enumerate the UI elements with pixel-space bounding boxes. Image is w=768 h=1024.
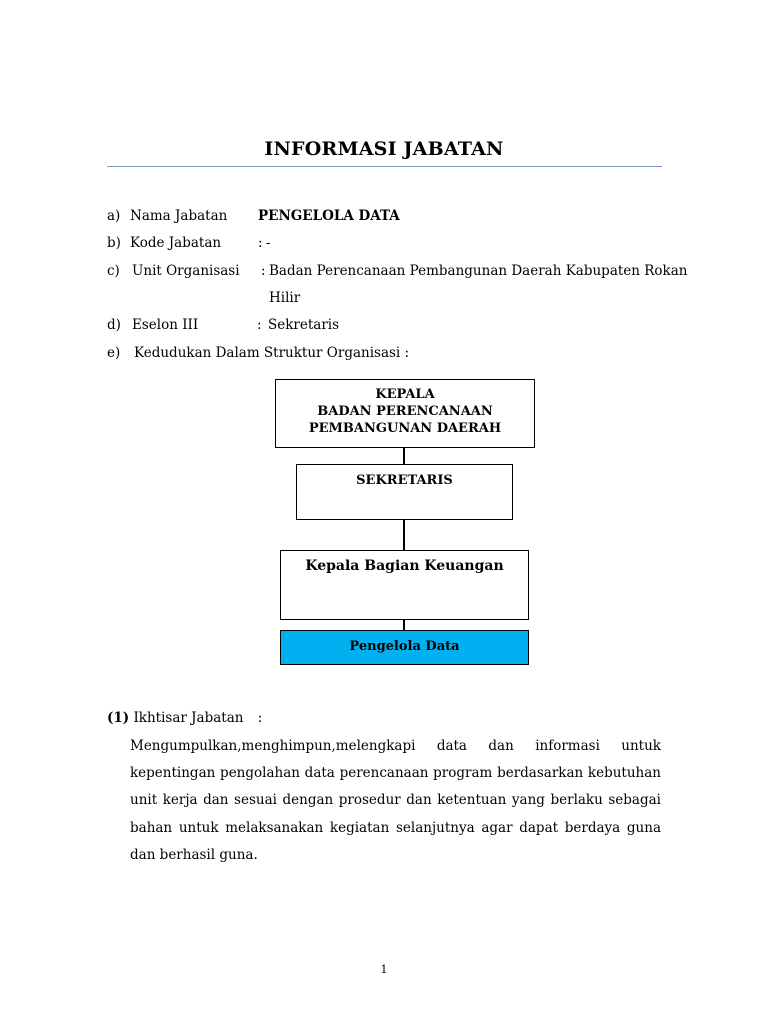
info-label: Eselon III — [132, 317, 199, 333]
info-row-kedudukan — [107, 344, 667, 362]
info-label: Unit Organisasi — [132, 263, 240, 279]
org-connector — [403, 620, 405, 630]
org-box-sekretaris — [296, 464, 513, 520]
info-marker: e) — [107, 345, 121, 361]
org-box-kepala-line-3: PEMBANGUNAN DAERAH — [308, 421, 502, 436]
info-marker: c) — [107, 263, 120, 279]
org-box-sekretaris-label: SEKRETARIS — [356, 473, 453, 488]
page-title: INFORMASI JABATAN — [264, 138, 504, 160]
org-box-kepala-line-2: BADAN PERENCANAAN — [317, 404, 493, 419]
info-label: Nama Jabatan — [130, 208, 228, 224]
info-label: Kedudukan Dalam Struktur Organisasi : — [134, 345, 410, 361]
page-number: 1 — [380, 963, 388, 976]
info-value: Sekretaris — [268, 317, 340, 333]
info-row-kode-jabatan — [107, 234, 667, 252]
info-marker: a) — [107, 208, 121, 224]
info-label: Kode Jabatan — [130, 235, 222, 251]
info-marker: d) — [107, 317, 121, 333]
info-row-unit-organisasi — [107, 262, 688, 308]
info-row-eselon — [107, 316, 667, 334]
org-box-kabag-label: Kepala Bagian Keuangan — [305, 558, 504, 574]
ikhtisar-body: Mengumpulkan,menghimpun,melengkapi data dan informasi untuk kepentingan pengolahan data perencanaan program berdasarkan kebutuhan unit kerja dan sesuai dengan prosedur dan ketentuan yang berlaku sebagai bahan untuk melaksanakan kegiatan selanjutnya agar dapat berdaya guna dan berhasil guna. — [130, 738, 661, 863]
info-marker: b) — [107, 235, 121, 251]
info-separator: : — [258, 235, 263, 251]
org-box-pengelola-label: Pengelola Data — [349, 639, 460, 654]
org-connector — [403, 448, 405, 464]
title-rule — [107, 166, 662, 167]
org-box-kepala — [275, 379, 535, 448]
ikhtisar-number: (1) — [107, 710, 130, 726]
ikhtisar-label: Ikhtisar Jabatan — [133, 710, 244, 726]
ikhtisar-separator: : — [257, 710, 263, 726]
info-separator: : — [257, 317, 262, 333]
org-box-kepala-line-1: KEPALA — [375, 387, 435, 402]
org-box-pengelola — [280, 630, 529, 665]
info-value: Badan Perencanaan Pembangunan Daerah Kabupaten Rokan — [269, 263, 688, 279]
info-value: PENGELOLA DATA — [258, 208, 400, 224]
org-connector — [403, 520, 405, 550]
info-row-nama-jabatan — [107, 207, 667, 225]
org-box-kabag — [280, 550, 529, 620]
ikhtisar-heading — [107, 709, 262, 727]
info-value: - — [266, 235, 271, 251]
info-separator: : — [261, 263, 266, 279]
info-value-continuation: Hilir — [269, 290, 301, 306]
